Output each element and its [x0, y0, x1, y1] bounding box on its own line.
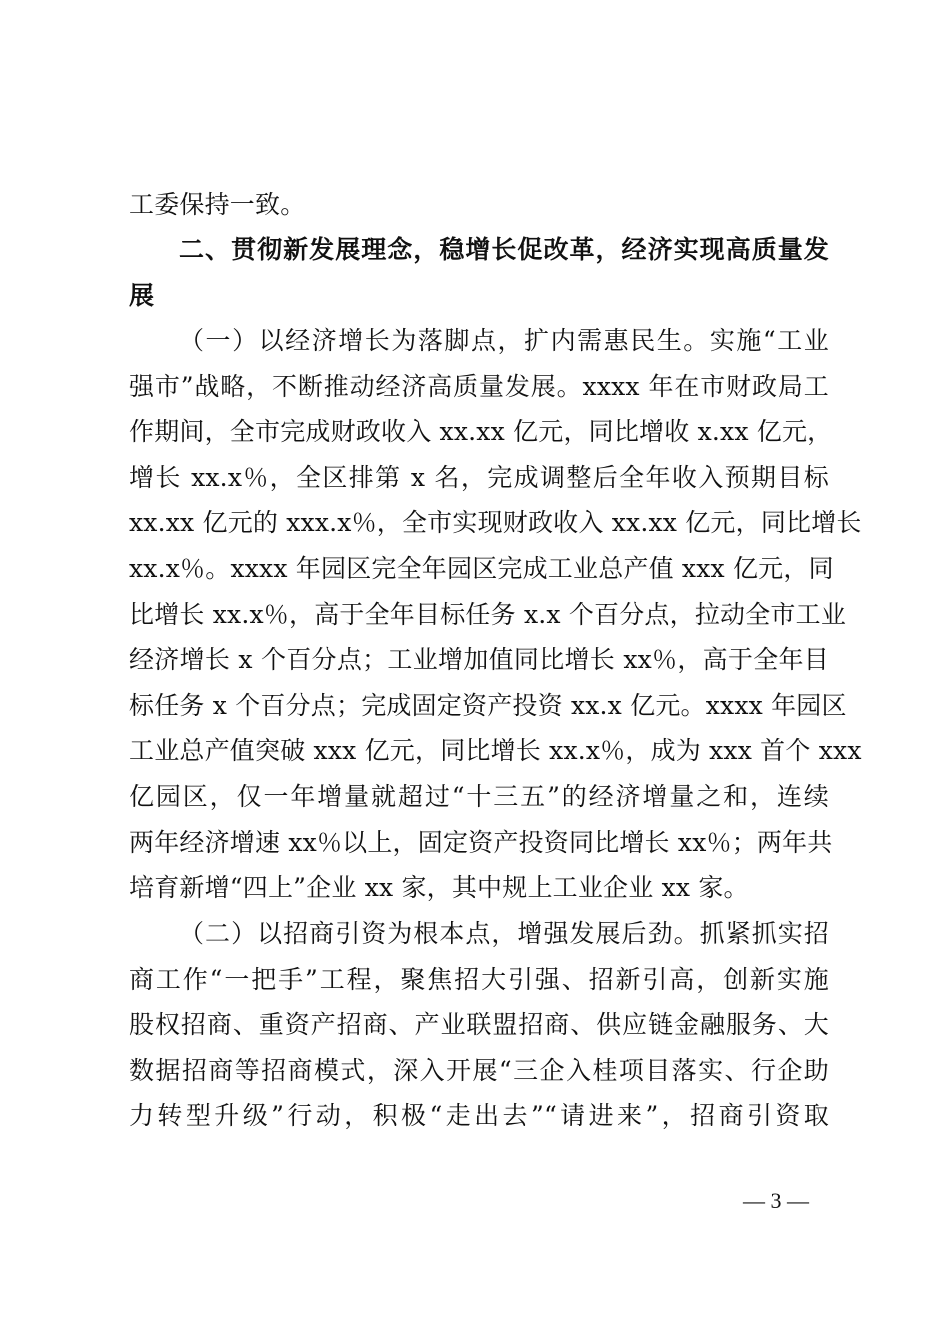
paragraph-1-line: xx.xx 亿元的 xxx.x％，全市实现财政收入 xx.xx 亿元，同比增长 [129, 508, 862, 538]
paragraph-1-line: 经济增长 x 个百分点；工业增加值同比增长 xx％，高于全年目 [129, 645, 829, 675]
continuation-line: 工委保持一致。 [129, 190, 306, 219]
paragraph-2-line: 商工作“一把手”工程，聚焦招大引强、招新引高，创新实施 [129, 964, 829, 994]
paragraph-1 [129, 318, 862, 911]
paragraph-2-line: 数据招商等招商模式，深入开展“三企入桂项目落实、行企助 [129, 1055, 829, 1085]
section-heading-line-1: 二、贯彻新发展理念，稳增长促改革，经济实现高质量发 [179, 235, 829, 264]
paragraph-2-line: （二）以招商引资为根本点，增强发展后劲。抓紧抓实招 [179, 919, 829, 948]
paragraph-1-line: xx.x％。xxxx 年园区完全年园区完成工业总产值 xxx 亿元，同 [129, 553, 834, 583]
paragraph-1-line: 两年经济增速 xx％以上，固定资产投资同比增长 xx％；两年共 [129, 827, 833, 857]
paragraph-1-line: 强市”战略，不断推动经济高质量发展。xxxx 年在市财政局工 [129, 371, 829, 401]
paragraph-2-line: 股权招商、重资产招商、产业联盟招商、供应链金融服务、大 [129, 1010, 829, 1040]
paragraph-1-line: 作期间，全市完成财政收入 xx.xx 亿元，同比增收 x.xx 亿元， [129, 417, 833, 447]
paragraph-1-line: （一）以经济增长为落脚点，扩内需惠民生。实施“工业 [179, 326, 829, 355]
paragraph-1-line: 比增长 xx.x％，高于全年目标任务 x.x 个百分点，拉动全市工业 [129, 599, 847, 629]
section-heading [129, 227, 829, 318]
paragraph-1-line: 增长 xx.x％，全区排第 x 名，完成调整后全年收入预期目标 [129, 462, 829, 492]
paragraph-2-line: 力转型升级”行动，积极“走出去”“请进来”，招商引资取 [129, 1101, 829, 1131]
paragraph-1-line: 工业总产值突破 xxx 亿元，同比增长 xx.x％，成为 xxx 首个 xxx [129, 736, 862, 766]
paragraph-1-line: 培育新增“四上”企业 xx 家，其中规上工业企业 xx 家。 [129, 873, 749, 903]
document-body [129, 182, 829, 228]
paragraph-1-line: 亿园区，仅一年增量就超过“十三五”的经济增量之和，连续 [129, 781, 829, 811]
page-number: — 3 — [743, 1188, 809, 1213]
section-heading-line-2: 展 [129, 280, 155, 310]
paragraph-1-line: 标任务 x 个百分点；完成固定资产投资 xx.x 亿元。xxxx 年园区 [129, 690, 847, 720]
paragraph-2 [129, 911, 829, 1139]
